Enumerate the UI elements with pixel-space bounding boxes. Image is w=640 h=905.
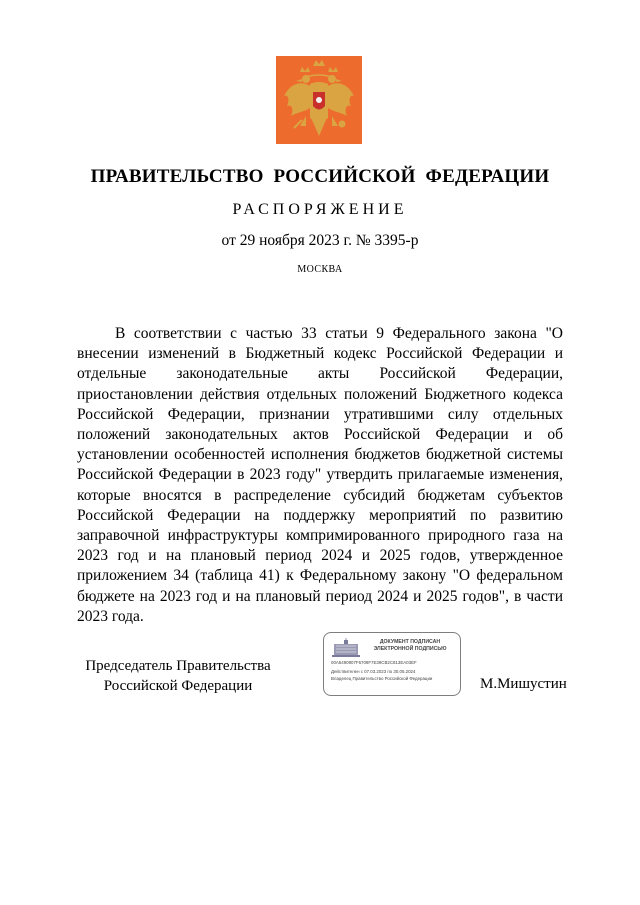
signatory-position-line-1: Председатель Правительства xyxy=(85,658,271,674)
government-building-icon xyxy=(330,638,362,658)
document-type: РАСПОРЯЖЕНИЕ xyxy=(232,201,408,218)
stamp-owner: Владелец Правительство Российской Федерации xyxy=(331,676,433,681)
signer-name: М.Мишустин xyxy=(480,676,567,692)
government-title: ПРАВИТЕЛЬСТВО РОССИЙСКОЙ ФЕДЕРАЦИИ xyxy=(90,166,550,187)
document-body-paragraph: В соответствии с частью 33 статьи 9 Федерального закона "О внесении изменений в Бюджетный кодекс Российской Федерации и отдельные законодательные акты Российской Федерации, приостановлении действия отдельных положений Бюджетного кодекса Российской Федерации, признании утратившими силу отдельных положений законодательных актов Российской Федерации и об установлении особенностей исполнения бюджетов бюджетной системы Российской Федерации в 2023 году" утвердить прилагаемые изменения, которые вносятся в распределение субсидий бюджетам субъектов Российской Федерации на поддержку мероприятий по развитию заправочной инфраструктуры компримированного природного газа на 2023 год и на плановый период 2024 и 2025 годов, утвержденное приложением 34 (таблица 41) к Федеральному закону "О федеральном бюджете на 2023 год и на плановый период 2024 и 2025 годов", в части 2023 года. xyxy=(77,325,563,625)
stamp-validity: Действителен с 07.03.2023 по 30.05.2024 xyxy=(331,669,416,674)
signatory-position-line-2: Российской Федерации xyxy=(103,678,253,694)
document-date-number: от 29 ноября 2023 г. № 3395-р xyxy=(221,232,419,249)
electronic-signature-stamp xyxy=(323,632,461,696)
stamp-title-line-2: ЭЛЕКТРОННОЙ ПОДПИСЬЮ xyxy=(373,646,447,652)
city-name: МОСКВА xyxy=(297,264,343,275)
stamp-title xyxy=(362,639,458,653)
coat-of-arms-icon xyxy=(276,56,362,144)
stamp-title-line-1: ДОКУМЕНТ ПОДПИСАН xyxy=(379,639,441,645)
stamp-certificate: 00A5490907F6709F7E39CB2C813EA03EF xyxy=(331,660,417,665)
signatory-position xyxy=(78,656,278,696)
